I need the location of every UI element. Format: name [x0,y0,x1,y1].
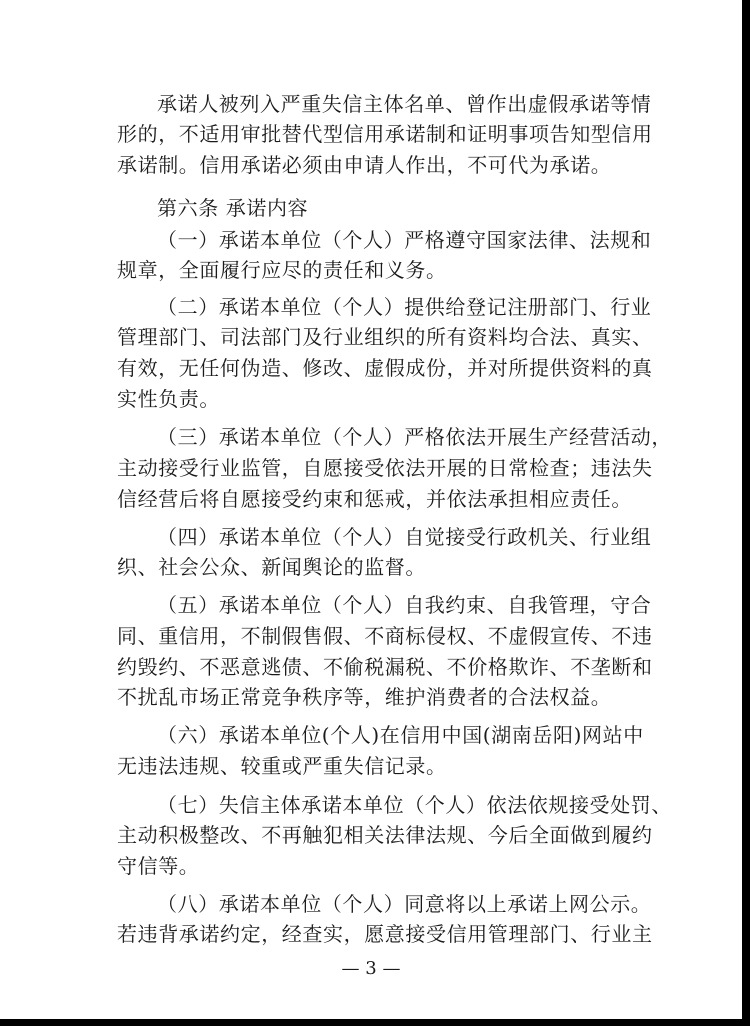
text-line: 信经营后将自愿接受约束和惩戒，并依法承担相应责任。 [117,487,632,511]
text-line: 实性负责。 [117,387,220,411]
text-line: 守信等。 [117,854,200,878]
text-line: （五）承诺本单位（个人）自我约束、自我管理，守合 [157,593,652,617]
text-line: 有效，无任何伪造、修改、虚假成份，并对所提供资料的真 [117,356,653,380]
text-line: 约毁约、不恶意逃债、不偷税漏税、不价格欺诈、不垄断和 [117,655,653,679]
text-line: 形的，不适用审批替代型信用承诺制和证明事项告知型信用 [117,122,653,146]
text-line: 承诺制。信用承诺必须由申请人作出，不可代为承诺。 [117,153,612,177]
text-line: （六）承诺本单位(个人)在信用中国(湖南岳阳)网站中 [157,723,644,747]
text-line: （四）承诺本单位（个人）自觉接受行政机关、行业组 [157,525,652,549]
article-heading: 第六条 承诺内容 [157,196,309,220]
text-line: 若违背承诺约定，经查实，愿意接受信用管理部门、行业主 [117,922,653,946]
text-line: 承诺人被列入严重失信主体名单、曾作出虚假承诺等情 [157,92,652,116]
text-line: （七）失信主体承诺本单位（个人）依法依规接受处罚、 [157,793,672,817]
text-line: 无违法违规、较重或严重失信记录。 [117,754,447,778]
text-line: 主动积极整改、不再触犯相关法律法规、今后全面做到履约 [117,823,653,847]
text-line: （三）承诺本单位（个人）严格依法开展生产经营活动， [157,425,672,449]
text-line: 同、重信用，不制假售假、不商标侵权、不虚假宣传、不违 [117,624,653,648]
text-line: 不扰乱市场正常竞争秩序等，维护消费者的合法权益。 [117,685,612,709]
text-line: （二）承诺本单位（个人）提供给登记注册部门、行业 [157,295,652,319]
text-line: （一）承诺本单位（个人）严格遵守国家法律、法规和 [157,228,652,252]
text-line: 管理部门、司法部门及行业组织的所有资料均合法、真实、 [117,325,653,349]
page-number: — 3 — [341,958,401,979]
text-line: 织、社会公众、新闻舆论的监督。 [117,555,426,579]
text-line: 规章，全面履行应尽的责任和义务。 [117,258,447,282]
text-line: 主动接受行业监管，自愿接受依法开展的日常检查；违法失 [117,456,653,480]
text-line: （八）承诺本单位（个人）同意将以上承诺上网公示。 [157,892,652,916]
